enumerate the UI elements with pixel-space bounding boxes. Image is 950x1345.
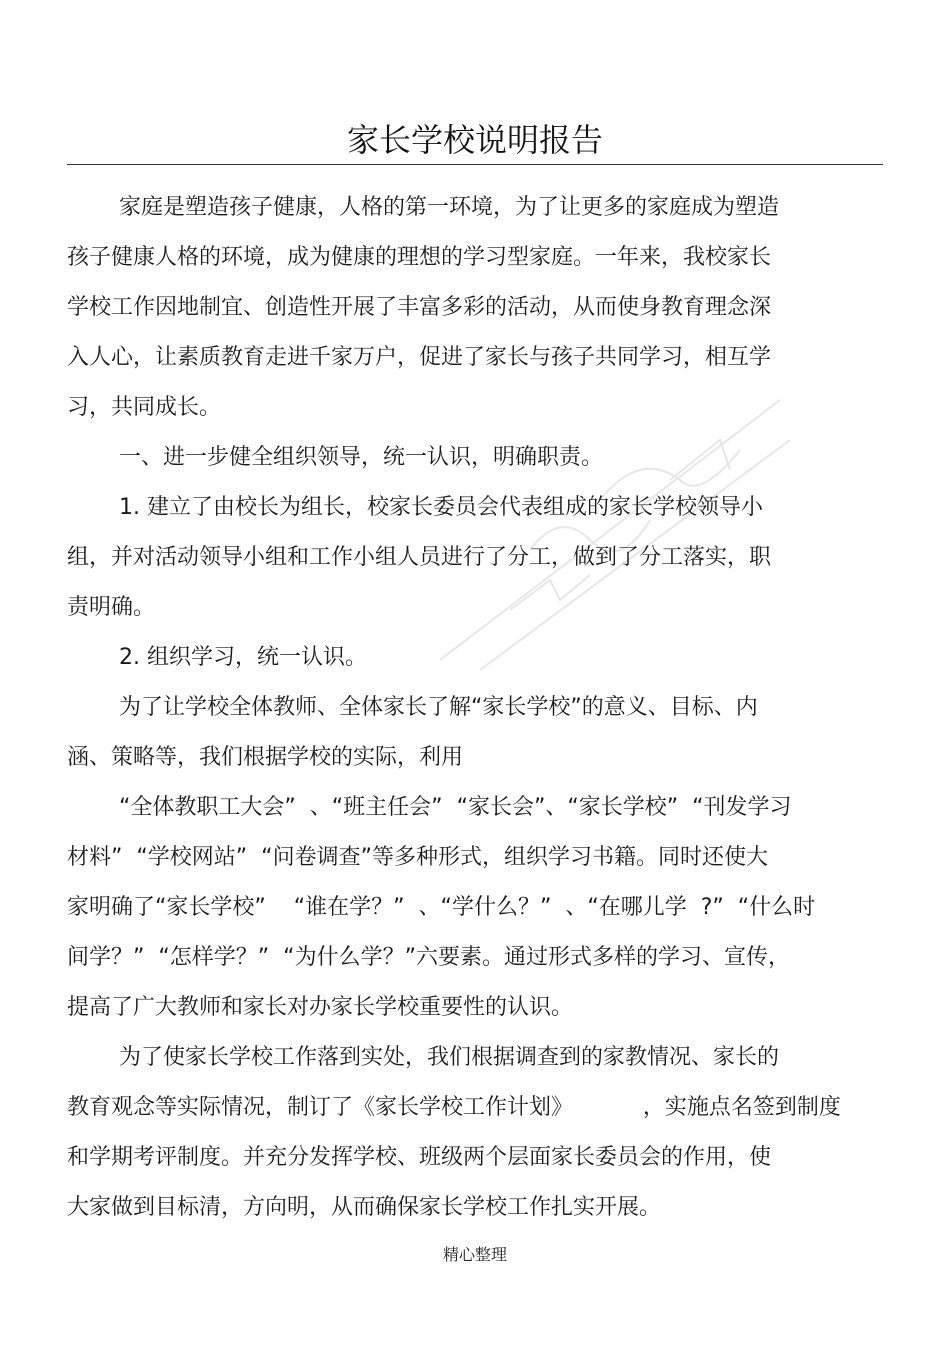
text-line: 学校工作因地制宜、创造性开展了丰富多彩的活动，从而使身教育理念深 xyxy=(67,295,772,320)
text-line: 提高了广大教师和家长对办家长学校重要性的认识。 xyxy=(67,995,574,1020)
text-line: 涵、策略等，我们根据学校的实际，利用 xyxy=(67,745,464,770)
text-line: 责明确。 xyxy=(67,595,156,620)
text-line: 家明确了“家长学校” “谁在学？” 、“学什么？” 、“在哪儿学 ?” “什么时 xyxy=(67,895,816,920)
text-line: 材料” “学校网站” “问卷调查”等多种形式，组织学习书籍。同时还使大 xyxy=(67,845,768,870)
text-line: 间学？” “怎样学？” “为什么学？”六要素。通过形式多样的学习、宣传， xyxy=(67,945,790,970)
text-line: 大家做到目标清，方向明，从而确保家长学校工作扎实开展。 xyxy=(67,1195,662,1220)
text-line: 为了使家长学校工作落到实处，我们根据调查到的家教情况、家长的 xyxy=(119,1045,780,1070)
text-line: 1. 建立了由校长为组长，校家长委员会代表组成的家长学校领导小 xyxy=(119,495,763,520)
page-footer: 精心整理 xyxy=(442,1245,507,1264)
section-heading: 一、进一步健全组织领导，统一认识，明确职责。 xyxy=(119,445,604,470)
text-line: 孩子健康人格的环境，成为健康的理想的学习型家庭。一年来，我校家长 xyxy=(67,245,772,270)
title-rule xyxy=(67,164,883,165)
text-line: 习，共同成长。 xyxy=(67,395,222,420)
text-line: 2. 组织学习，统一认识。 xyxy=(119,645,367,670)
text-line: 入人心，让素质教育走进千家万户，促进了家长与孩子共同学习，相互学 xyxy=(67,345,772,370)
text-line: 为了让学校全体教师、全体家长了解“家长学校”的意义、目标、内 xyxy=(119,695,758,720)
text-line: 和学期考评制度。并充分发挥学校、班级两个层面家长委员会的作用，使 xyxy=(67,1145,772,1170)
document-title: 家长学校说明报告 xyxy=(346,121,603,159)
text-line: 家庭是塑造孩子健康，人格的第一环境，为了让更多的家庭成为塑造 xyxy=(119,195,780,220)
text-line: 组，并对活动领导小组和工作小组人员进行了分工，做到了分工落实，职 xyxy=(67,545,772,570)
watermark-stamp xyxy=(420,380,800,680)
text-line: “全体教职工大会” 、“班主任会” “家长会”、“家长学校” “刊发学习 xyxy=(119,795,792,820)
text-line: 教育观念等实际情况，制订了《家长学校工作计划》 ，实施点名签到制度 xyxy=(67,1095,841,1120)
